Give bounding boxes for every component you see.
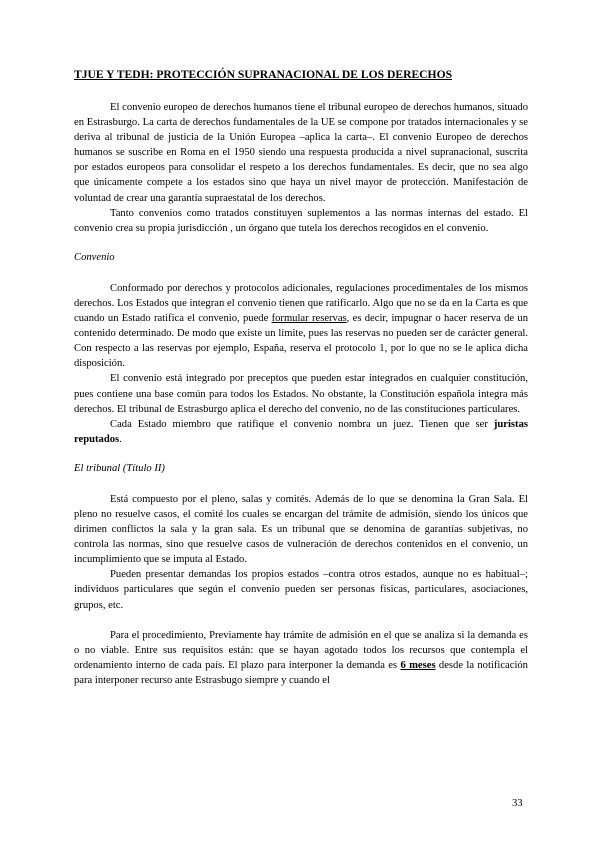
paragraph-composicion-text: Está compuesto por el pleno, salas y comités. Además de lo que se denomina la Gran Sala. El pleno no resuelve casos, el comité los cuales se encargan del trámite de admisión, siendo los únicos que dirimen conflictos la sala y la gran sala. Es un tribunal que se denomina de garantías subjetivas, no controla las normas, sino que resuelve casos de vulneración de derechos contenidos en el convenio, un incumplimiento que se imputa al Estado. xyxy=(74,493,528,566)
paragraph-gap xyxy=(74,613,528,628)
formular-reservas-underlined: formular reservas xyxy=(271,313,347,325)
paragraph-conformado-text-b: , es decir, impugnar o hacer reserva de un contenido determinado. De modo que existe un límite, pues las reservas no pueden ser de carácter general. Con respecto a las reservas por ejemplo, España, reserva el protocolo 1, por lo que no se le aplica dicha disposición. xyxy=(74,313,529,370)
paragraph-procedimiento-text-b: desde la notificación para interponer recurso ante Estrasbugo siempre y cuando el xyxy=(74,659,528,686)
paragraph-juez xyxy=(74,417,528,447)
seis-meses-bold-underlined: 6 meses xyxy=(400,659,436,671)
section-heading-convenio: Convenio xyxy=(74,251,115,263)
juristas-reputados-bold: juristas reputados xyxy=(74,418,528,445)
paragraph-juez-text-a: Cada Estado miembro que ratifique el convenio nombra un juez. Tienen que ser xyxy=(110,418,494,430)
section-heading-tribunal: El tribunal (Título II) xyxy=(74,462,165,474)
paragraph-procedimiento xyxy=(74,628,528,688)
paragraph-composicion xyxy=(74,492,528,567)
page-number: 33 xyxy=(512,798,523,809)
paragraph-suplementos-text: Tanto convenios como tratados constituyen suplementos a las normas internas del estado. El convenio crea su propia jurisdicción , un órgano que tutela los derechos recogidos en el convenio. xyxy=(74,207,528,234)
paragraph-intro xyxy=(74,100,528,206)
document-title: TJUE Y TEDH: PROTECCIÓN SUPRANACIONAL DE LOS DERECHOS xyxy=(74,68,453,81)
paragraph-demandas xyxy=(74,567,528,612)
paragraph-intro-text: El convenio europeo de derechos humanos tiene el tribunal europeo de derechos humanos, situado en Estrasburgo. La carta de derechos fundamentales de la UE se compone por tratados internacionales y se deriva al tribunal de justicia de la Unión Europea –aplica la carta–. El convenio Europeo de derechos humanos se suscribe en Roma en el 1950 siendo una respuesta producida a nivel supranacional, suscrita por estados europeos para consolidar el respeto a los derechos fundamentales. Es decir, que no sea algo que únicamente compete a los estados sino que haya un nivel mayor de protección. Manifestación de voluntad de crear una garantía supraestatal de los derechos. xyxy=(74,102,528,204)
paragraph-demandas-text: Pueden presentar demandas los propios estados –contra otros estados, aunque no es habitual–; individuos particulares que según el convenio pueden ser personas físicas, particulares, asociaciones, grupos, etc. xyxy=(74,569,528,611)
paragraph-procedimiento-text-a: Para el procedimiento, Previamente hay trámite de admisión en el que se analiza si la demanda es o no viable. Entre sus requisitos están: que se hayan agotado todos los recursos que contempla el ordenamiento interno de cada país. El plazo para interponer la demanda es xyxy=(74,629,528,671)
paragraph-preceptos-text: El convenio está integrado por preceptos que pueden estar integrados en cualquier constitución, pues contiene una base común para todos los Estados. No obstante, la Constitución española integra más derechos. El tribunal de Estrasburgo aplica el derecho del convenio, no de las constituciones particulares. xyxy=(74,373,528,415)
paragraph-suplementos xyxy=(74,206,528,236)
paragraph-preceptos xyxy=(74,371,528,416)
paragraph-conformado xyxy=(74,281,528,372)
paragraph-juez-text-b: . xyxy=(119,433,122,445)
document-page xyxy=(74,68,528,688)
paragraph-conformado-text-a: Conformado por derechos y protocolos adicionales, regulaciones procedimentales de los mismos derechos. Los Estados que integran el convenio tienen que ratificarlo. Algo que no se da en la Carta es que cuando un Estado ratifica el convenio, puede xyxy=(74,282,528,325)
